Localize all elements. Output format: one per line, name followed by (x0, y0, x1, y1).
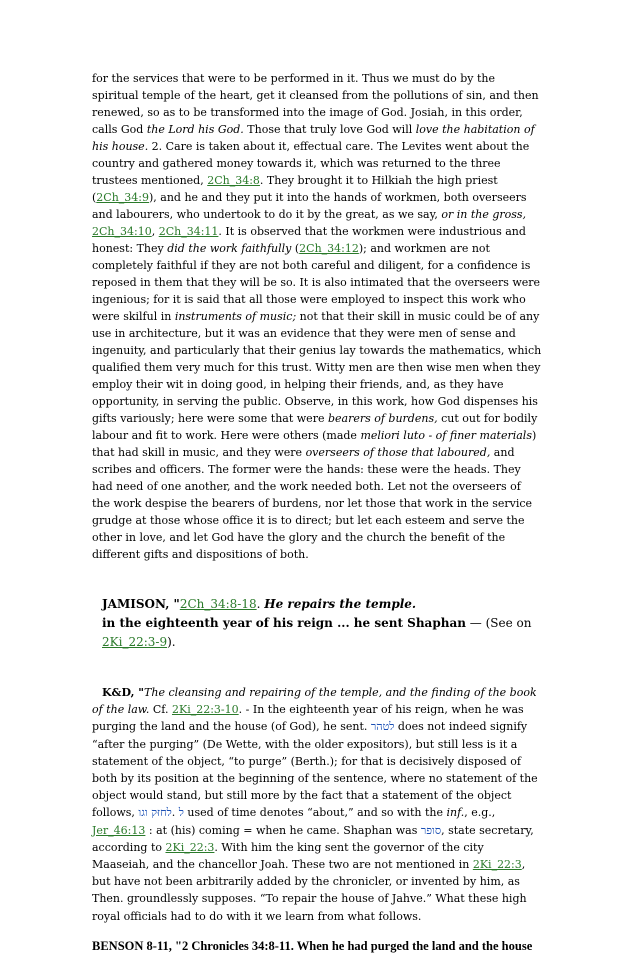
jamison-heading (92, 595, 542, 614)
italic-run: meliori luto - of finer materials (360, 429, 532, 442)
text-run: . With him the king sent the governor of the city Maaseiah, and the chancellor Joah. These two are not mentioned in (92, 840, 484, 872)
italic-run: bearers of burdens, (327, 412, 438, 425)
text-run: , state secretary, according to (92, 823, 534, 854)
text-run: , (151, 225, 159, 238)
scripture-link[interactable]: 2Ch_34:8 (207, 174, 260, 187)
text-run: . They brought it to Hilkiah the high priest ( (92, 174, 498, 204)
text-run: does not indeed signify “after the purging” (De Wette, with the older expositors), but still less is it a statement of the object, “to purge” (Berth.); for that is decisively disposed of both by its position at the beginning of the sentence, where no statement of the object would stand, but still more by the fact that a statement of the object follows, (92, 720, 538, 820)
jamison-section (92, 595, 542, 652)
verse-phrase: in the eighteenth year of his reign ... he sent Shaphan (102, 616, 466, 630)
text-run: Cf. (149, 703, 172, 717)
hebrew-word: לחזּק וגו (138, 806, 172, 820)
text-run: Those that truly love God will (243, 123, 416, 136)
text-run: for the services that were to be performed in it. Thus we must do by the spiritual temple of the heart, get it cleansed from the pollutions of sin, and then renewed, so as to be transformed into the image of God. Josiah, in this order, calls God (92, 72, 539, 136)
italic-run: The cleansing and repairing of the temple, and the finding of the book of the law. (92, 686, 537, 717)
scripture-link[interactable]: 2Ch_34:12 (299, 242, 359, 255)
document-page (92, 70, 542, 955)
italic-run: instruments of music; (174, 310, 297, 323)
commentary-label: K&D, " (102, 686, 145, 699)
scripture-link[interactable]: 2Ch_34:9 (96, 191, 149, 204)
text-run: cut out for bodily labour and fit to work. Here were others (made (92, 412, 538, 442)
text-run: used of time denotes “about,” and so with the (183, 806, 447, 820)
text-run: ) that had skill in music, and they were (92, 429, 537, 459)
text-run: not that their skill in music could be of any use in architecture, but it was an evidence that they were men of sense and ingenuity, and particularly that their genius lay towards the mathematics, which qualified them very much for this trust. Witty men are then wise men when they employ their wit in doing good, in helping their friends, and, as they have opportunity, in serving the public. Observe, in this work, how God dispenses his gifts variously; here were some that were (92, 310, 542, 425)
text-run: and scribes and officers. The former were the hands: these were the heads. They had need of one another, and the work needed both. Let not the overseers of the work despise the bearers of burdens, nor let those that work in the service grudge at those whose office it is to direct; but let each esteem and serve the other in love, and let God have the glory and the church the benefit of the different gifts and dispositions of both. (92, 446, 533, 561)
text-run: . (256, 597, 265, 611)
scripture-link[interactable]: 2Ki_22:3-9 (102, 635, 168, 649)
italic-run: love the habitation of his house. (92, 123, 535, 153)
scripture-link[interactable]: 2Ch_34:10 (92, 225, 152, 238)
section-title: He repairs the temple. (264, 597, 417, 611)
henry-commentary-paragraph (92, 70, 542, 563)
italic-run: or in the gross, (441, 208, 527, 221)
text-run: , but have not been arbitrarily added by the chronicler, or invented by him, as Then. groundlessly supposes. “To repair the house of Jahve.” What these high royal officials had to do with it we learn from what follows. (92, 858, 527, 923)
text-run: : at (his) coming = when he came. Shaphan was (145, 823, 421, 837)
text-run: , e.g., (464, 806, 496, 820)
text-run: . (171, 806, 179, 820)
scripture-link[interactable]: 2Ch_34:8-18 (179, 597, 257, 611)
scripture-link[interactable]: Jer_46:13 (92, 823, 146, 837)
benson-heading: BENSON 8-11, "2 Chronicles 34:8-11. When he had purged the land and the house (92, 938, 533, 953)
scripture-link[interactable]: 2Ki_22:3 (165, 840, 215, 854)
scripture-link[interactable]: 2Ch_34:11 (158, 225, 219, 238)
jamison-verse-line (92, 614, 542, 652)
text-run: 2. Care is taken about it, effectual care. The Levites went about the country and gathered money towards it, which was returned to the three trustees mentioned, (92, 140, 530, 187)
italic-run: the Lord his God. (146, 123, 244, 136)
text-run: ); and workmen are not completely faithful if they are not both careful and diligent, for a confidence is reposed in them that they will be so. It is also intimated that the overseers were ingenious; for it is said that all those were employed to inspect this work who were skilful in (92, 242, 541, 323)
text-run: . It is observed that the workmen were industrious and honest: They (92, 225, 526, 255)
text-run: . - In the eighteenth year of his reign, when he was purging the land and the house (of God), he sent. (92, 703, 524, 734)
italic-run: inf. (446, 806, 465, 820)
italic-run: did the work faithfully (167, 242, 292, 255)
commentary-label: JAMISON, " (102, 597, 180, 611)
scripture-link[interactable]: 2Ki_22:3-10 (171, 703, 239, 717)
hebrew-word: לטהר (370, 720, 395, 734)
text-run: ). (167, 635, 176, 649)
hebrew-word: ל (178, 806, 184, 820)
kd-commentary-paragraph (92, 684, 542, 925)
text-run: ), and he and they put it into the hands of workmen, both overseers and labourers, who undertook to do it by the great, as we say, (92, 191, 527, 221)
italic-run: overseers of those that laboured, (305, 446, 491, 459)
hebrew-word: סופר (420, 823, 442, 837)
scripture-link[interactable]: 2Ki_22:3 (472, 858, 522, 872)
text-run: ( (291, 242, 300, 255)
text-run: — (See on (465, 616, 532, 630)
